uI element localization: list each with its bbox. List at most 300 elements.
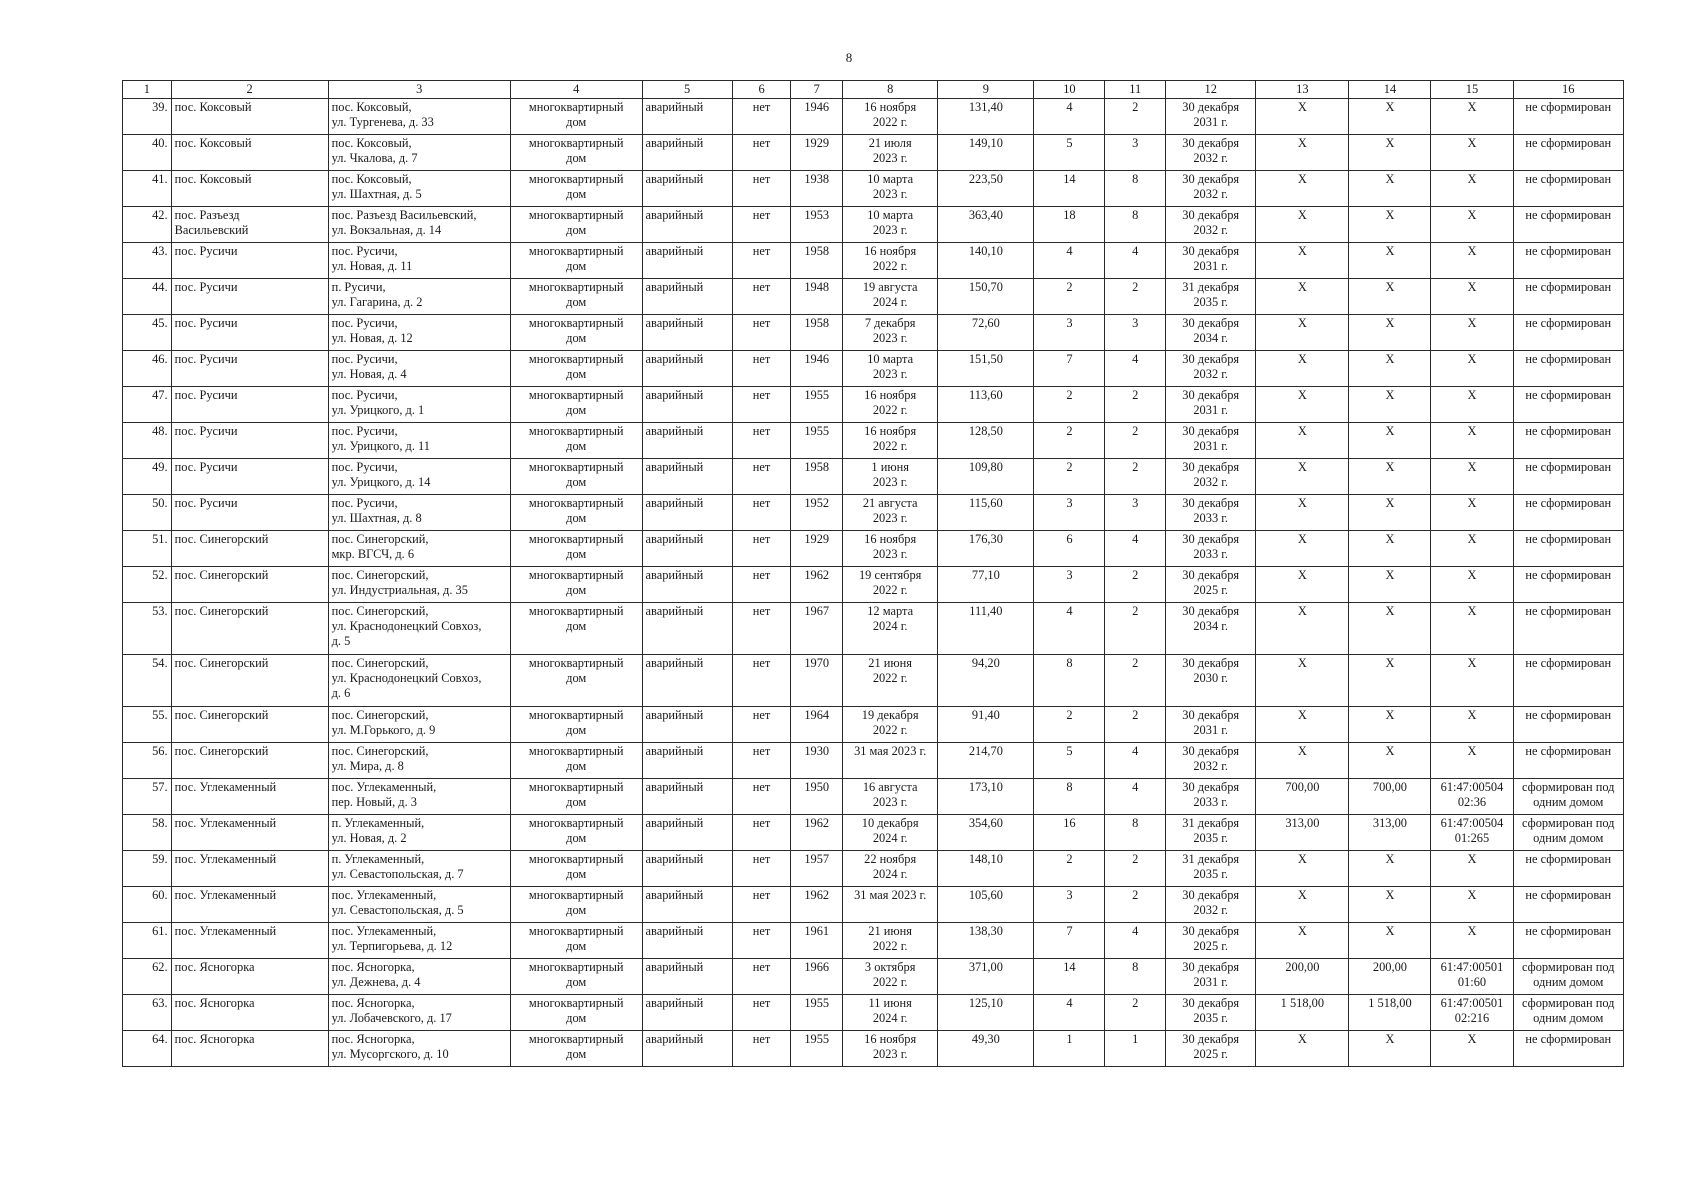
area-cell: 91,40 — [938, 707, 1034, 743]
land-plot-status-cell: не сформирован — [1513, 655, 1624, 707]
table-row — [123, 207, 1624, 243]
land-plot-status-cell: не сформирован — [1513, 851, 1624, 887]
page-number: 8 — [845, 50, 853, 65]
rooms-cell: 2 — [1105, 567, 1166, 603]
recognition-date-cell: 10 марта 2023 г. — [843, 171, 938, 207]
land-area-formed-cell: X — [1349, 743, 1431, 779]
settlement-cell: пос. Синегорский — [171, 531, 328, 567]
building-type-cell: многоквартирный дом — [510, 315, 642, 351]
year-cell: 1958 — [791, 315, 843, 351]
resettlement-deadline-cell: 30 декабря 2031 г. — [1166, 423, 1256, 459]
residents-cell: 1 — [1034, 1031, 1105, 1067]
recognition-date-cell: 31 мая 2023 г. — [843, 887, 938, 923]
cadastral-number-cell: X — [1431, 207, 1513, 243]
address-cell: п. Русичи, ул. Гагарина, д. 2 — [328, 279, 510, 315]
column-number-cell: 5 — [642, 81, 732, 99]
table-row — [123, 603, 1624, 655]
table-row — [123, 995, 1624, 1031]
row-number-cell: 47. — [123, 387, 172, 423]
recognition-date-cell: 19 августа 2024 г. — [843, 279, 938, 315]
condition-cell: аварийный — [642, 99, 732, 135]
row-number-cell: 51. — [123, 531, 172, 567]
recognition-date-cell: 3 октября 2022 г. — [843, 959, 938, 995]
condition-cell: аварийный — [642, 707, 732, 743]
land-area-formed-cell: X — [1349, 135, 1431, 171]
recognition-date-cell: 16 ноября 2022 г. — [843, 423, 938, 459]
year-cell: 1966 — [791, 959, 843, 995]
area-cell: 140,10 — [938, 243, 1034, 279]
condition-cell: аварийный — [642, 207, 732, 243]
building-type-cell: многоквартирный дом — [510, 887, 642, 923]
residents-cell: 2 — [1034, 851, 1105, 887]
residents-cell: 18 — [1034, 207, 1105, 243]
resettlement-deadline-cell: 30 декабря 2033 г. — [1166, 531, 1256, 567]
rooms-cell: 3 — [1105, 495, 1166, 531]
condition-cell: аварийный — [642, 387, 732, 423]
recognition-date-cell: 10 декабря 2024 г. — [843, 815, 938, 851]
recognition-date-cell: 19 декабря 2022 г. — [843, 707, 938, 743]
building-type-cell: многоквартирный дом — [510, 1031, 642, 1067]
table-row — [123, 743, 1624, 779]
residents-cell: 3 — [1034, 887, 1105, 923]
recognition-date-cell: 16 ноября 2023 г. — [843, 1031, 938, 1067]
table-row — [123, 495, 1624, 531]
column-number-cell: 16 — [1513, 81, 1624, 99]
rooms-cell: 2 — [1105, 459, 1166, 495]
land-area-formed-cell: 700,00 — [1349, 779, 1431, 815]
year-cell: 1970 — [791, 655, 843, 707]
area-cell: 223,50 — [938, 171, 1034, 207]
land-plot-status-cell: не сформирован — [1513, 171, 1624, 207]
recognition-date-cell: 19 сентября 2022 г. — [843, 567, 938, 603]
building-type-cell: многоквартирный дом — [510, 243, 642, 279]
settlement-cell: пос. Углекаменный — [171, 815, 328, 851]
year-cell: 1930 — [791, 743, 843, 779]
flag-cell: нет — [732, 351, 791, 387]
table-row — [123, 1031, 1624, 1067]
land-area-cell: X — [1256, 603, 1349, 655]
flag-cell: нет — [732, 887, 791, 923]
condition-cell: аварийный — [642, 887, 732, 923]
land-plot-status-cell: не сформирован — [1513, 459, 1624, 495]
condition-cell: аварийный — [642, 603, 732, 655]
rooms-cell: 3 — [1105, 315, 1166, 351]
land-plot-status-cell: сформирован под одним домом — [1513, 779, 1624, 815]
land-plot-status-cell: не сформирован — [1513, 351, 1624, 387]
year-cell: 1952 — [791, 495, 843, 531]
rooms-cell: 4 — [1105, 743, 1166, 779]
land-plot-status-cell: не сформирован — [1513, 99, 1624, 135]
land-area-formed-cell: X — [1349, 171, 1431, 207]
address-cell: пос. Синегорский, ул. М.Горького, д. 9 — [328, 707, 510, 743]
condition-cell: аварийный — [642, 243, 732, 279]
year-cell: 1962 — [791, 887, 843, 923]
recognition-date-cell: 16 августа 2023 г. — [843, 779, 938, 815]
residents-cell: 5 — [1034, 135, 1105, 171]
land-plot-status-cell: не сформирован — [1513, 887, 1624, 923]
cadastral-number-cell: X — [1431, 743, 1513, 779]
area-cell: 113,60 — [938, 387, 1034, 423]
land-area-formed-cell: X — [1349, 495, 1431, 531]
recognition-date-cell: 21 июля 2023 г. — [843, 135, 938, 171]
row-number-cell: 60. — [123, 887, 172, 923]
land-area-formed-cell: X — [1349, 531, 1431, 567]
land-area-cell: 1 518,00 — [1256, 995, 1349, 1031]
settlement-cell: пос. Коксовый — [171, 171, 328, 207]
column-number-cell: 12 — [1166, 81, 1256, 99]
address-cell: пос. Ясногорка, ул. Лобачевского, д. 17 — [328, 995, 510, 1031]
area-cell: 151,50 — [938, 351, 1034, 387]
cadastral-number-cell: X — [1431, 655, 1513, 707]
flag-cell: нет — [732, 655, 791, 707]
housing-register-table — [122, 80, 1624, 1067]
table-row — [123, 99, 1624, 135]
address-cell: п. Углекаменный, ул. Новая, д. 2 — [328, 815, 510, 851]
cadastral-number-cell: X — [1431, 923, 1513, 959]
condition-cell: аварийный — [642, 171, 732, 207]
year-cell: 1938 — [791, 171, 843, 207]
condition-cell: аварийный — [642, 567, 732, 603]
building-type-cell: многоквартирный дом — [510, 387, 642, 423]
year-cell: 1962 — [791, 567, 843, 603]
table-row — [123, 815, 1624, 851]
area-cell: 72,60 — [938, 315, 1034, 351]
flag-cell: нет — [732, 243, 791, 279]
building-type-cell: многоквартирный дом — [510, 995, 642, 1031]
flag-cell: нет — [732, 99, 791, 135]
resettlement-deadline-cell: 30 декабря 2031 г. — [1166, 99, 1256, 135]
land-plot-status-cell: сформирован под одним домом — [1513, 959, 1624, 995]
resettlement-deadline-cell: 31 декабря 2035 г. — [1166, 279, 1256, 315]
residents-cell: 5 — [1034, 743, 1105, 779]
flag-cell: нет — [732, 995, 791, 1031]
flag-cell: нет — [732, 1031, 791, 1067]
cadastral-number-cell: X — [1431, 423, 1513, 459]
row-number-cell: 54. — [123, 655, 172, 707]
rooms-cell: 2 — [1105, 995, 1166, 1031]
residents-cell: 3 — [1034, 495, 1105, 531]
residents-cell: 3 — [1034, 315, 1105, 351]
area-cell: 94,20 — [938, 655, 1034, 707]
settlement-cell: пос. Русичи — [171, 243, 328, 279]
land-area-formed-cell: X — [1349, 603, 1431, 655]
residents-cell: 4 — [1034, 995, 1105, 1031]
land-plot-status-cell: не сформирован — [1513, 603, 1624, 655]
rooms-cell: 4 — [1105, 531, 1166, 567]
address-cell: пос. Русичи, ул. Шахтная, д. 8 — [328, 495, 510, 531]
land-area-cell: X — [1256, 207, 1349, 243]
address-cell: пос. Коксовый, ул. Тургенева, д. 33 — [328, 99, 510, 135]
column-number-cell: 10 — [1034, 81, 1105, 99]
year-cell: 1946 — [791, 99, 843, 135]
building-type-cell: многоквартирный дом — [510, 531, 642, 567]
condition-cell: аварийный — [642, 423, 732, 459]
land-area-formed-cell: X — [1349, 351, 1431, 387]
year-cell: 1948 — [791, 279, 843, 315]
table-row — [123, 279, 1624, 315]
building-type-cell: многоквартирный дом — [510, 815, 642, 851]
row-number-cell: 48. — [123, 423, 172, 459]
building-type-cell: многоквартирный дом — [510, 959, 642, 995]
land-area-cell: X — [1256, 279, 1349, 315]
land-plot-status-cell: не сформирован — [1513, 135, 1624, 171]
year-cell: 1961 — [791, 923, 843, 959]
table-row — [123, 959, 1624, 995]
settlement-cell: пос. Углекаменный — [171, 887, 328, 923]
area-cell: 111,40 — [938, 603, 1034, 655]
land-area-cell: X — [1256, 743, 1349, 779]
land-plot-status-cell: не сформирован — [1513, 315, 1624, 351]
area-cell: 138,30 — [938, 923, 1034, 959]
row-number-cell: 42. — [123, 207, 172, 243]
flag-cell: нет — [732, 459, 791, 495]
land-area-formed-cell: X — [1349, 1031, 1431, 1067]
rooms-cell: 2 — [1105, 851, 1166, 887]
address-cell: пос. Русичи, ул. Новая, д. 4 — [328, 351, 510, 387]
condition-cell: аварийный — [642, 135, 732, 171]
land-plot-status-cell: не сформирован — [1513, 707, 1624, 743]
land-area-cell: 700,00 — [1256, 779, 1349, 815]
area-cell: 173,10 — [938, 779, 1034, 815]
table-row — [123, 351, 1624, 387]
address-cell: пос. Углекаменный, ул. Севастопольская, д. 5 — [328, 887, 510, 923]
row-number-cell: 64. — [123, 1031, 172, 1067]
row-number-cell: 40. — [123, 135, 172, 171]
cadastral-number-cell: X — [1431, 531, 1513, 567]
condition-cell: аварийный — [642, 779, 732, 815]
year-cell: 1964 — [791, 707, 843, 743]
column-number-row — [123, 81, 1624, 99]
land-plot-status-cell: не сформирован — [1513, 923, 1624, 959]
cadastral-number-cell: X — [1431, 171, 1513, 207]
year-cell: 1957 — [791, 851, 843, 887]
column-number-cell: 8 — [843, 81, 938, 99]
land-area-formed-cell: X — [1349, 99, 1431, 135]
building-type-cell: многоквартирный дом — [510, 423, 642, 459]
column-number-cell: 1 — [123, 81, 172, 99]
table-row — [123, 567, 1624, 603]
land-area-formed-cell: X — [1349, 279, 1431, 315]
address-cell: пос. Коксовый, ул. Чкалова, д. 7 — [328, 135, 510, 171]
residents-cell: 14 — [1034, 959, 1105, 995]
settlement-cell: пос. Синегорский — [171, 655, 328, 707]
table-row — [123, 135, 1624, 171]
land-plot-status-cell: не сформирован — [1513, 387, 1624, 423]
year-cell: 1958 — [791, 243, 843, 279]
row-number-cell: 57. — [123, 779, 172, 815]
settlement-cell: пос. Ясногорка — [171, 959, 328, 995]
table-row — [123, 171, 1624, 207]
address-cell: пос. Ясногорка, ул. Мусоргского, д. 10 — [328, 1031, 510, 1067]
land-area-cell: X — [1256, 135, 1349, 171]
land-area-cell: X — [1256, 243, 1349, 279]
area-cell: 77,10 — [938, 567, 1034, 603]
address-cell: пос. Русичи, ул. Урицкого, д. 11 — [328, 423, 510, 459]
recognition-date-cell: 1 июня 2023 г. — [843, 459, 938, 495]
land-area-cell: X — [1256, 423, 1349, 459]
condition-cell: аварийный — [642, 655, 732, 707]
row-number-cell: 43. — [123, 243, 172, 279]
flag-cell: нет — [732, 423, 791, 459]
rooms-cell: 2 — [1105, 99, 1166, 135]
settlement-cell: пос. Синегорский — [171, 707, 328, 743]
cadastral-number-cell: X — [1431, 387, 1513, 423]
column-number-cell: 2 — [171, 81, 328, 99]
residents-cell: 8 — [1034, 655, 1105, 707]
resettlement-deadline-cell: 30 декабря 2032 г. — [1166, 171, 1256, 207]
cadastral-number-cell: X — [1431, 315, 1513, 351]
building-type-cell: многоквартирный дом — [510, 99, 642, 135]
cadastral-number-cell: X — [1431, 279, 1513, 315]
land-area-cell: X — [1256, 495, 1349, 531]
residents-cell: 2 — [1034, 707, 1105, 743]
resettlement-deadline-cell: 30 декабря 2032 г. — [1166, 887, 1256, 923]
land-plot-status-cell: не сформирован — [1513, 743, 1624, 779]
column-number-cell: 11 — [1105, 81, 1166, 99]
rooms-cell: 4 — [1105, 351, 1166, 387]
row-number-cell: 55. — [123, 707, 172, 743]
resettlement-deadline-cell: 30 декабря 2033 г. — [1166, 495, 1256, 531]
row-number-cell: 59. — [123, 851, 172, 887]
table-row — [123, 243, 1624, 279]
land-area-cell: X — [1256, 387, 1349, 423]
settlement-cell: пос. Разъезд Васильевский — [171, 207, 328, 243]
year-cell: 1929 — [791, 135, 843, 171]
resettlement-deadline-cell: 30 декабря 2025 г. — [1166, 923, 1256, 959]
land-area-formed-cell: X — [1349, 387, 1431, 423]
resettlement-deadline-cell: 30 декабря 2031 г. — [1166, 707, 1256, 743]
resettlement-deadline-cell: 30 декабря 2031 г. — [1166, 387, 1256, 423]
condition-cell: аварийный — [642, 495, 732, 531]
year-cell: 1962 — [791, 815, 843, 851]
flag-cell: нет — [732, 959, 791, 995]
area-cell: 109,80 — [938, 459, 1034, 495]
cadastral-number-cell: X — [1431, 459, 1513, 495]
cadastral-number-cell: X — [1431, 351, 1513, 387]
land-area-formed-cell: X — [1349, 459, 1431, 495]
cadastral-number-cell: X — [1431, 135, 1513, 171]
building-type-cell: многоквартирный дом — [510, 655, 642, 707]
year-cell: 1955 — [791, 995, 843, 1031]
year-cell: 1955 — [791, 423, 843, 459]
land-plot-status-cell: сформирован под одним домом — [1513, 815, 1624, 851]
building-type-cell: многоквартирный дом — [510, 851, 642, 887]
address-cell: пос. Синегорский, ул. Мира, д. 8 — [328, 743, 510, 779]
building-type-cell: многоквартирный дом — [510, 743, 642, 779]
flag-cell: нет — [732, 743, 791, 779]
flag-cell: нет — [732, 707, 791, 743]
area-cell: 49,30 — [938, 1031, 1034, 1067]
cadastral-number-cell: X — [1431, 99, 1513, 135]
recognition-date-cell: 22 ноября 2024 г. — [843, 851, 938, 887]
table-row — [123, 423, 1624, 459]
row-number-cell: 46. — [123, 351, 172, 387]
row-number-cell: 45. — [123, 315, 172, 351]
column-number-cell: 7 — [791, 81, 843, 99]
land-plot-status-cell: не сформирован — [1513, 567, 1624, 603]
land-area-cell: X — [1256, 99, 1349, 135]
rooms-cell: 2 — [1105, 387, 1166, 423]
land-plot-status-cell: не сформирован — [1513, 243, 1624, 279]
building-type-cell: многоквартирный дом — [510, 495, 642, 531]
land-area-cell: 200,00 — [1256, 959, 1349, 995]
land-area-cell: 313,00 — [1256, 815, 1349, 851]
condition-cell: аварийный — [642, 1031, 732, 1067]
resettlement-deadline-cell: 31 декабря 2035 г. — [1166, 815, 1256, 851]
address-cell: пос. Русичи, ул. Новая, д. 12 — [328, 315, 510, 351]
area-cell: 150,70 — [938, 279, 1034, 315]
column-number-cell: 13 — [1256, 81, 1349, 99]
settlement-cell: пос. Русичи — [171, 387, 328, 423]
rooms-cell: 2 — [1105, 423, 1166, 459]
row-number-cell: 52. — [123, 567, 172, 603]
area-cell: 363,40 — [938, 207, 1034, 243]
land-area-formed-cell: 313,00 — [1349, 815, 1431, 851]
settlement-cell: пос. Русичи — [171, 279, 328, 315]
year-cell: 1955 — [791, 387, 843, 423]
resettlement-deadline-cell: 30 декабря 2030 г. — [1166, 655, 1256, 707]
column-number-cell: 14 — [1349, 81, 1431, 99]
condition-cell: аварийный — [642, 851, 732, 887]
table-row — [123, 923, 1624, 959]
residents-cell: 6 — [1034, 531, 1105, 567]
land-area-formed-cell: X — [1349, 207, 1431, 243]
resettlement-deadline-cell: 30 декабря 2035 г. — [1166, 995, 1256, 1031]
row-number-cell: 58. — [123, 815, 172, 851]
cadastral-number-cell: 61:47:00504 01:265 — [1431, 815, 1513, 851]
residents-cell: 8 — [1034, 779, 1105, 815]
area-cell: 214,70 — [938, 743, 1034, 779]
recognition-date-cell: 12 марта 2024 г. — [843, 603, 938, 655]
year-cell: 1958 — [791, 459, 843, 495]
settlement-cell: пос. Русичи — [171, 459, 328, 495]
condition-cell: аварийный — [642, 815, 732, 851]
flag-cell: нет — [732, 923, 791, 959]
recognition-date-cell: 31 мая 2023 г. — [843, 743, 938, 779]
land-plot-status-cell: не сформирован — [1513, 531, 1624, 567]
resettlement-deadline-cell: 30 декабря 2032 г. — [1166, 459, 1256, 495]
recognition-date-cell: 16 ноября 2022 г. — [843, 99, 938, 135]
land-area-cell: X — [1256, 655, 1349, 707]
condition-cell: аварийный — [642, 279, 732, 315]
residents-cell: 2 — [1034, 279, 1105, 315]
recognition-date-cell: 16 ноября 2022 г. — [843, 387, 938, 423]
flag-cell: нет — [732, 495, 791, 531]
recognition-date-cell: 21 июня 2022 г. — [843, 655, 938, 707]
settlement-cell: пос. Углекаменный — [171, 923, 328, 959]
year-cell: 1950 — [791, 779, 843, 815]
residents-cell: 4 — [1034, 243, 1105, 279]
column-number-cell: 15 — [1431, 81, 1513, 99]
area-cell: 149,10 — [938, 135, 1034, 171]
table-row — [123, 887, 1624, 923]
resettlement-deadline-cell: 30 декабря 2032 г. — [1166, 207, 1256, 243]
land-area-cell: X — [1256, 567, 1349, 603]
table-row — [123, 707, 1624, 743]
rooms-cell: 4 — [1105, 923, 1166, 959]
recognition-date-cell: 21 августа 2023 г. — [843, 495, 938, 531]
recognition-date-cell: 21 июня 2022 г. — [843, 923, 938, 959]
settlement-cell: пос. Синегорский — [171, 743, 328, 779]
condition-cell: аварийный — [642, 315, 732, 351]
rooms-cell: 3 — [1105, 135, 1166, 171]
residents-cell: 4 — [1034, 603, 1105, 655]
residents-cell: 7 — [1034, 351, 1105, 387]
recognition-date-cell: 16 ноября 2022 г. — [843, 243, 938, 279]
condition-cell: аварийный — [642, 743, 732, 779]
row-number-cell: 41. — [123, 171, 172, 207]
flag-cell: нет — [732, 279, 791, 315]
